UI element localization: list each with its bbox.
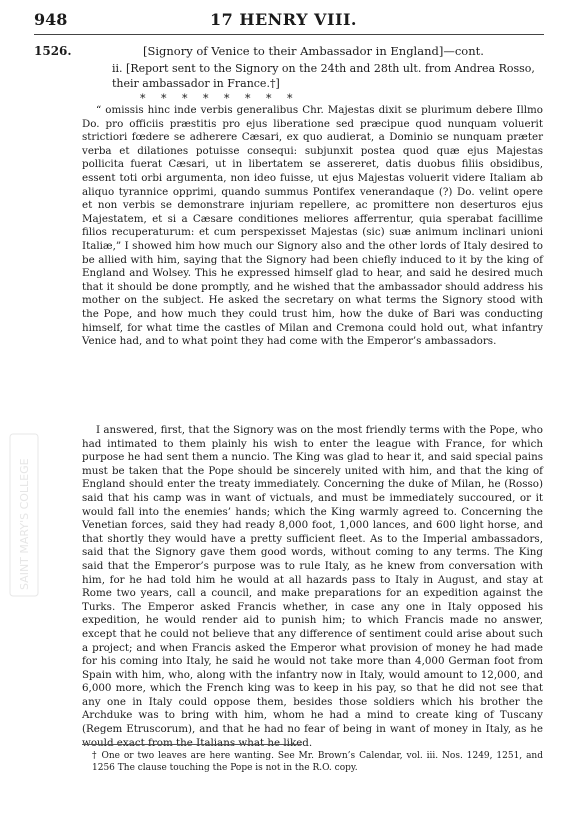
body-paragraph-1 (82, 104, 543, 349)
paragraph-text: “ omissis hinc inde verbis generalibus Chr. Majestas dixit se plurimum debere Illmo Do. pro officiis præstitis pro ejus liberatione sed præcipue quod nunquam voluerit strictiori fœdere se adherere Cæsari, ex quo audierat, a Dominio se nunquam præter verba et dilationes potuisse consequi: subjunxit postea quod quæ ejus Majestas pollicita fuerat Cæsari, ut in libertatem se assereret, datis duobus filiis obsidibus, essent toti orbi argumenta, non ideo fuisse, ut ejus Majestas voluerit videre Italiam ab aliquo tyrannice opprimi, quando summus Pontifex venerandaque (?) Do. velint opere et non verbis se demonstrare injuriam repellere, ac promittere non deserturos ejus Majestatem, et si a Cæsare conditiones meliores afferrentur, quia sperabat facillime filios recuperaturum: et cum perspexisset Majestas (sic) suæ animum inclinari unioni Italiæ,” I showed him how much our Signory also and the other lords of Italy desired to be allied with him, saying that the Signory had been chiefly induced to it by the king of England and Wolsey. This he expressed himself glad to hear, and said he desired much that it should be done promptly, and he wished that the ambassador should address his mother on the subject. He asked the secretary on what terms the Signory stood with the Pope, and how much they could trust him, how the duke of Bari was conducting himself, for what time the castles of Milan and Cremona could hold out, what infantry Venice had, and to what point they had come with the Emperor’s ambassadors. (82, 104, 543, 348)
body-paragraph-2 (82, 424, 543, 750)
paragraph-text: I answered, first, that the Signory was on the most friendly terms with the Pope, who had intimated to them plainly his wish to enter the league with France, for which purpose he had sent them a nuncio. The King was glad to hear it, and said special pains must be taken that the Pope should be sincerely united with him, and that the king of England should enter the treaty immediately. Concerning the duke of Milan, he (Rosso) said that his camp was in want of victuals, and must be immediately succoured, or it would fall into the enemies’ hands; which the King warmly agreed to. Concerning the Venetian forces, said they had ready 8,000 foot, 1,000 lances, and 600 light horse, and that shortly they would have a pretty sufficient fleet. As to the Imperial ambassadors, said that the Signory gave them good words, without coming to any terms. The King said that the Emperor’s purpose was to rule Italy, as he knew from conversation with him, for he had told him he would at all hazards pass to Italy in August, and stay at Rome two years, call a council, and make preparations for an expedition against the Turks. The Emperor asked Francis whether, in case any one in Italy opposed his expedition, he would render aid to punish him; to which Francis made no answer, except that he could not believe that any difference of sentiment could arise about such a project; and when Francis asked the Emperor what provision of money he had made for his coming into Italy, he said he would not take more than 4,000 German foot from Spain with him, who, along with the infantry now in Italy, would amount to 12,000, and 6,000 more, which the French king was to keep in his pay, so that he did not see that any one in Italy could oppose them, besides those soldiers which his brother the Archduke was to bring with him, whom he had a mind to create king of Tuscany (Regem Etruscorum), and that he had no fear of being in want of money in Italy, as he would exact from the Italians what he liked. (82, 424, 543, 749)
page-number: 948 (34, 10, 68, 29)
stamp-text: SAINT MARY'S COLLEGE (18, 458, 31, 590)
document-reference: ii. [Report sent to the Signory on the 24th and 28th ult. from Andrea Rosso, their ambassador in France.†] (112, 62, 535, 90)
section-heading: [Signory of Venice to their Ambassador in England]—cont. (143, 44, 484, 58)
omission-asterisks: * * * * * * * * (140, 92, 299, 105)
year-marginal: 1526. (34, 44, 72, 58)
header-rule (34, 34, 544, 35)
running-title: 17 HENRY VIII. (209, 10, 357, 29)
library-stamp-watermark (6, 430, 42, 600)
footnote: † One or two leaves are here wanting. See Mr. Brown’s Calendar, vol. iii. Nos. 1249, 1251, and 1256 The clause touching the Pope is not in the R.O. copy. (92, 751, 543, 773)
footnote-rule (82, 744, 302, 745)
